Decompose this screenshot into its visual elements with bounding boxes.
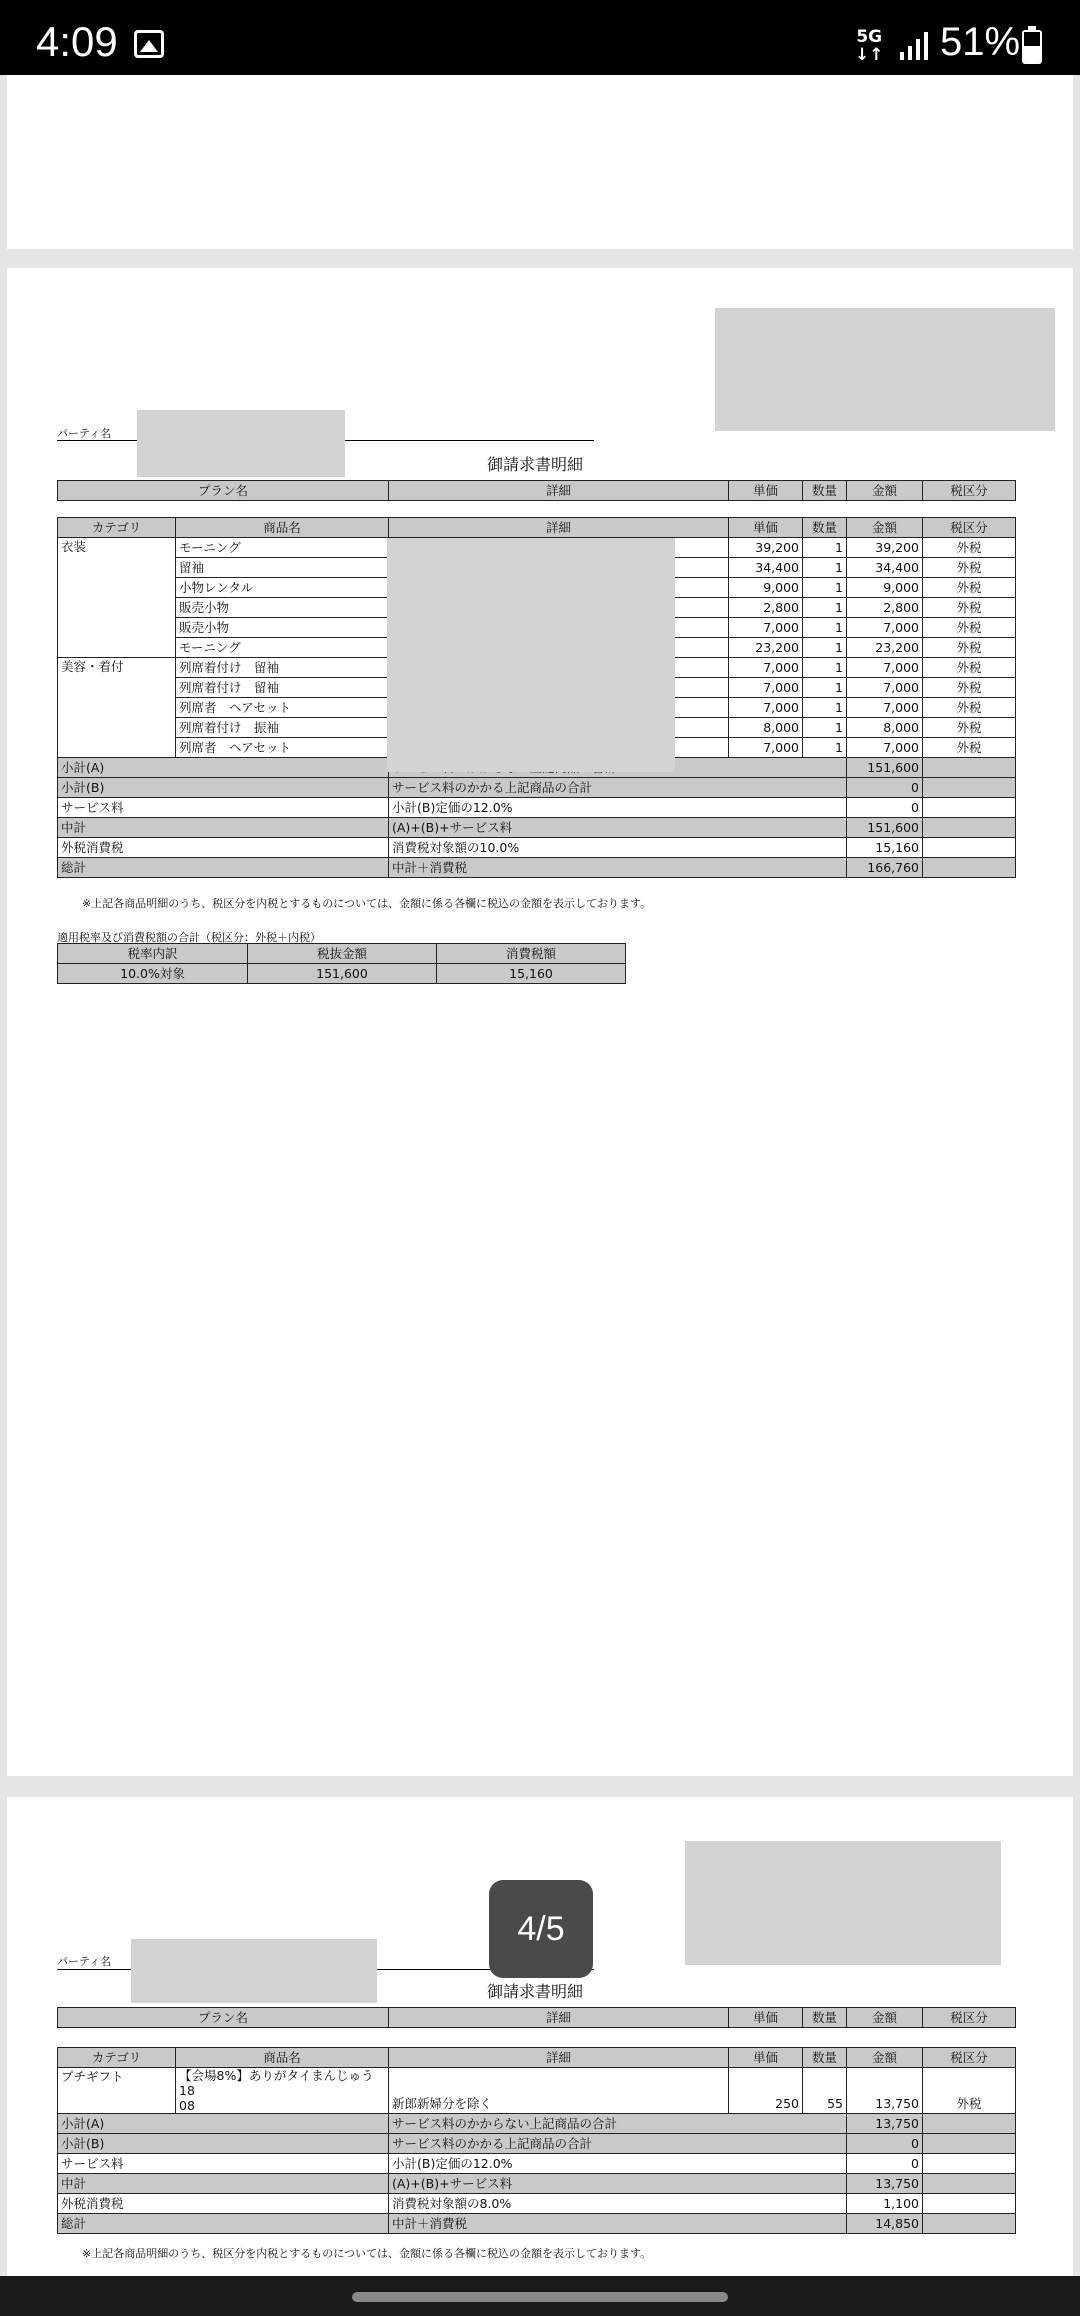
page-indicator: 4/5 [489,1880,593,1978]
col-tax: 税区分 [923,2048,1016,2068]
price-cell: 7,000 [729,738,803,758]
battery-icon [1022,30,1042,64]
summary-amount: 166,760 [847,858,923,878]
summary-amount: 13,750 [847,2174,923,2194]
summary-detail: サービス料のかかる上記商品の合計 [389,778,847,798]
tax-cell: 外税 [923,538,1016,558]
item-name: 列席着付け 留袖 [176,658,389,678]
summary-label: 外税消費税 [58,2194,389,2214]
amount-cell: 39,200 [847,538,923,558]
summary-amount: 151,600 [847,818,923,838]
qty-cell: 1 [803,718,847,738]
summary-label: 外税消費税 [58,838,389,858]
col-qty: 数量 [803,2008,847,2028]
summary-detail: 小計(B)定価の12.0% [389,798,847,818]
items-table [57,2047,1016,2234]
col-name: 商品名 [176,518,389,538]
tax-cell: 外税 [923,718,1016,738]
col-price: 単価 [729,2048,803,2068]
qty-cell: 1 [803,638,847,658]
summary-detail: 消費税対象額の10.0% [389,838,847,858]
navigation-bar [0,2276,1080,2316]
col-amount: 金額 [847,2008,923,2028]
summary-row [58,2134,1016,2154]
summary-detail: (A)+(B)+サービス料 [389,818,847,838]
col-qty: 数量 [803,518,847,538]
summary-label: サービス料 [58,798,389,818]
summary-row [58,838,1016,858]
col-amount: 金額 [847,481,923,501]
summary-row [58,858,1016,878]
amount-cell: 7,000 [847,618,923,638]
amount-cell: 23,200 [847,638,923,658]
document-title: 御請求書明細 [486,1982,583,2001]
summary-amount: 0 [847,2154,923,2174]
tax-cell: 外税 [923,738,1016,758]
pdf-page-previous [7,75,1073,249]
summary-tax [923,758,1016,778]
price-cell: 7,000 [729,618,803,638]
price-cell: 39,200 [729,538,803,558]
qty-cell: 1 [803,538,847,558]
redacted-area [715,308,1055,431]
gallery-notification-icon [134,30,164,58]
summary-row [58,2154,1016,2174]
qty-cell: 55 [803,2068,847,2114]
amount-cell: 7,000 [847,678,923,698]
summary-tax [923,2174,1016,2194]
item-name: 小物レンタル [176,578,389,598]
amount-cell: 2,800 [847,598,923,618]
item-name-line1: 【会場8%】ありがタイまんじゅう 18 [179,2068,387,2098]
net-cell: 151,600 [248,964,437,984]
amount-cell: 7,000 [847,738,923,758]
amount-cell: 8,000 [847,718,923,738]
summary-label: 総計 [58,2214,389,2234]
redacted-party-name [137,410,345,477]
summary-row [58,818,1016,838]
summary-amount: 13,750 [847,2114,923,2134]
summary-label: 小計(A) [58,758,389,778]
pdf-page-invoice-2 [7,1797,1073,2276]
summary-label: 小計(A) [58,2114,389,2134]
col-detail: 詳細 [389,518,729,538]
redacted-party-name [131,1939,377,2003]
detail-cell: 新郎新婦分を除く [389,2068,729,2114]
plan-header-table [57,2007,1016,2028]
rate-cell: 10.0%対象 [58,964,248,984]
qty-cell: 1 [803,698,847,718]
price-cell: 34,400 [729,558,803,578]
item-name: 列席者 ヘアセット [176,738,389,758]
summary-label: 中計 [58,818,389,838]
price-cell: 23,200 [729,638,803,658]
summary-tax [923,2134,1016,2154]
summary-tax [923,778,1016,798]
home-gesture-handle[interactable] [352,2292,728,2302]
tax-note: ※上記各商品明細のうち、税区分を内税とするものについては、金額に係る各欄に税込の金額を表示しております。 [82,2247,652,2260]
summary-row [58,778,1016,798]
summary-tax [923,858,1016,878]
party-label: パーティ名 [57,427,112,440]
item-name: 列席者 ヘアセット [176,698,389,718]
plan-header-table [57,480,1016,501]
summary-label: サービス料 [58,2154,389,2174]
tax-cell: 外税 [923,678,1016,698]
amount-cell: 9,000 [847,578,923,598]
col-qty: 数量 [803,2048,847,2068]
item-name: 販売小物 [176,618,389,638]
summary-row [58,2174,1016,2194]
summary-label: 小計(B) [58,2134,389,2154]
qty-cell: 1 [803,598,847,618]
summary-row [58,2214,1016,2234]
summary-detail: 中計＋消費税 [389,2214,847,2234]
price-cell: 7,000 [729,698,803,718]
category-cell: 衣装 [58,538,176,658]
item-name: モーニング [176,538,389,558]
network-type: 5G ↓↑ [855,27,884,65]
signal-icon [898,30,930,62]
item-name: 列席着付け 振袖 [176,718,389,738]
summary-label: 小計(B) [58,778,389,798]
summary-tax [923,818,1016,838]
amount-cell: 34,400 [847,558,923,578]
price-cell: 250 [729,2068,803,2114]
qty-cell: 1 [803,618,847,638]
summary-label: 中計 [58,2174,389,2194]
summary-tax [923,2154,1016,2174]
summary-amount: 0 [847,798,923,818]
qty-cell: 1 [803,558,847,578]
summary-row [58,2194,1016,2214]
price-cell: 7,000 [729,658,803,678]
tax-note: ※上記各商品明細のうち、税区分を内税とするものについては、金額に係る各欄に税込の金額を表示しております。 [82,897,652,910]
col-category: カテゴリ [58,518,176,538]
summary-amount: 14,850 [847,2214,923,2234]
qty-cell: 1 [803,738,847,758]
summary-detail: 小計(B)定価の12.0% [389,2154,847,2174]
tax-cell: 外税 [923,578,1016,598]
item-name: 列席着付け 留袖 [176,678,389,698]
item-name: 留袖 [176,558,389,578]
summary-amount: 151,600 [847,758,923,778]
item-name: モーニング [176,638,389,658]
col-tax: 消費税額 [437,944,626,964]
col-name: 商品名 [176,2048,389,2068]
qty-cell: 1 [803,678,847,698]
amount-cell: 7,000 [847,698,923,718]
price-cell: 8,000 [729,718,803,738]
summary-detail: サービス料のかかる上記商品の合計 [389,2134,847,2154]
summary-tax [923,838,1016,858]
summary-detail: 中計＋消費税 [389,858,847,878]
party-label: パーティ名 [57,1955,112,1968]
tax-cell: 外税 [923,598,1016,618]
summary-amount: 1,100 [847,2194,923,2214]
col-tax: 税区分 [923,481,1016,501]
document-title: 御請求書明細 [486,455,583,474]
status-bar [0,0,1080,75]
tax-cell: 外税 [923,698,1016,718]
col-plan: プラン名 [58,2008,389,2028]
price-cell: 9,000 [729,578,803,598]
tax-summary-caption: 適用税率及び消費税額の合計（税区分：外税＋内税） [57,931,321,944]
redacted-area [685,1841,1001,1965]
col-category: カテゴリ [58,2048,176,2068]
tax-cell: 外税 [923,638,1016,658]
col-net: 税抜金額 [248,944,437,964]
summary-label: 総計 [58,858,389,878]
table-row [58,2068,1016,2114]
item-name-line2: 08 [179,2098,195,2113]
col-tax: 税区分 [923,518,1016,538]
col-rate: 税率内訳 [58,944,248,964]
col-detail: 詳細 [389,481,729,501]
col-plan: プラン名 [58,481,389,501]
summary-tax [923,798,1016,818]
summary-row [58,2114,1016,2134]
category-cell: プチギフト [58,2068,176,2114]
summary-detail: 消費税対象額の8.0% [389,2194,847,2214]
battery-percent: 51% [940,20,1021,64]
pdf-page-invoice-1 [7,268,1073,1776]
tax-cell: 外税 [923,558,1016,578]
col-price: 単価 [729,481,803,501]
summary-amount: 15,160 [847,838,923,858]
col-price: 単価 [729,2008,803,2028]
category-cell: 美容・着付 [58,658,176,758]
summary-detail: サービス料のかからない上記商品の合計 [389,2114,847,2134]
amount-cell: 7,000 [847,658,923,678]
col-amount: 金額 [847,518,923,538]
summary-amount: 0 [847,2134,923,2154]
summary-row [58,798,1016,818]
item-name [176,2068,389,2114]
redacted-details [387,538,675,772]
price-cell: 7,000 [729,678,803,698]
col-tax: 税区分 [923,2008,1016,2028]
col-price: 単価 [729,518,803,538]
tax-summary-table [57,943,626,984]
item-name: 販売小物 [176,598,389,618]
tax-cell: 15,160 [437,964,626,984]
summary-tax [923,2114,1016,2134]
qty-cell: 1 [803,658,847,678]
col-amount: 金額 [847,2048,923,2068]
summary-detail: (A)+(B)+サービス料 [389,2174,847,2194]
col-detail: 詳細 [389,2008,729,2028]
summary-amount: 0 [847,778,923,798]
clock: 4:09 [36,18,118,65]
amount-cell: 13,750 [847,2068,923,2114]
qty-cell: 1 [803,578,847,598]
tax-cell: 外税 [923,2068,1016,2114]
summary-tax [923,2214,1016,2234]
summary-tax [923,2194,1016,2214]
price-cell: 2,800 [729,598,803,618]
col-detail: 詳細 [389,2048,729,2068]
tax-cell: 外税 [923,618,1016,638]
col-qty: 数量 [803,481,847,501]
tax-cell: 外税 [923,658,1016,678]
